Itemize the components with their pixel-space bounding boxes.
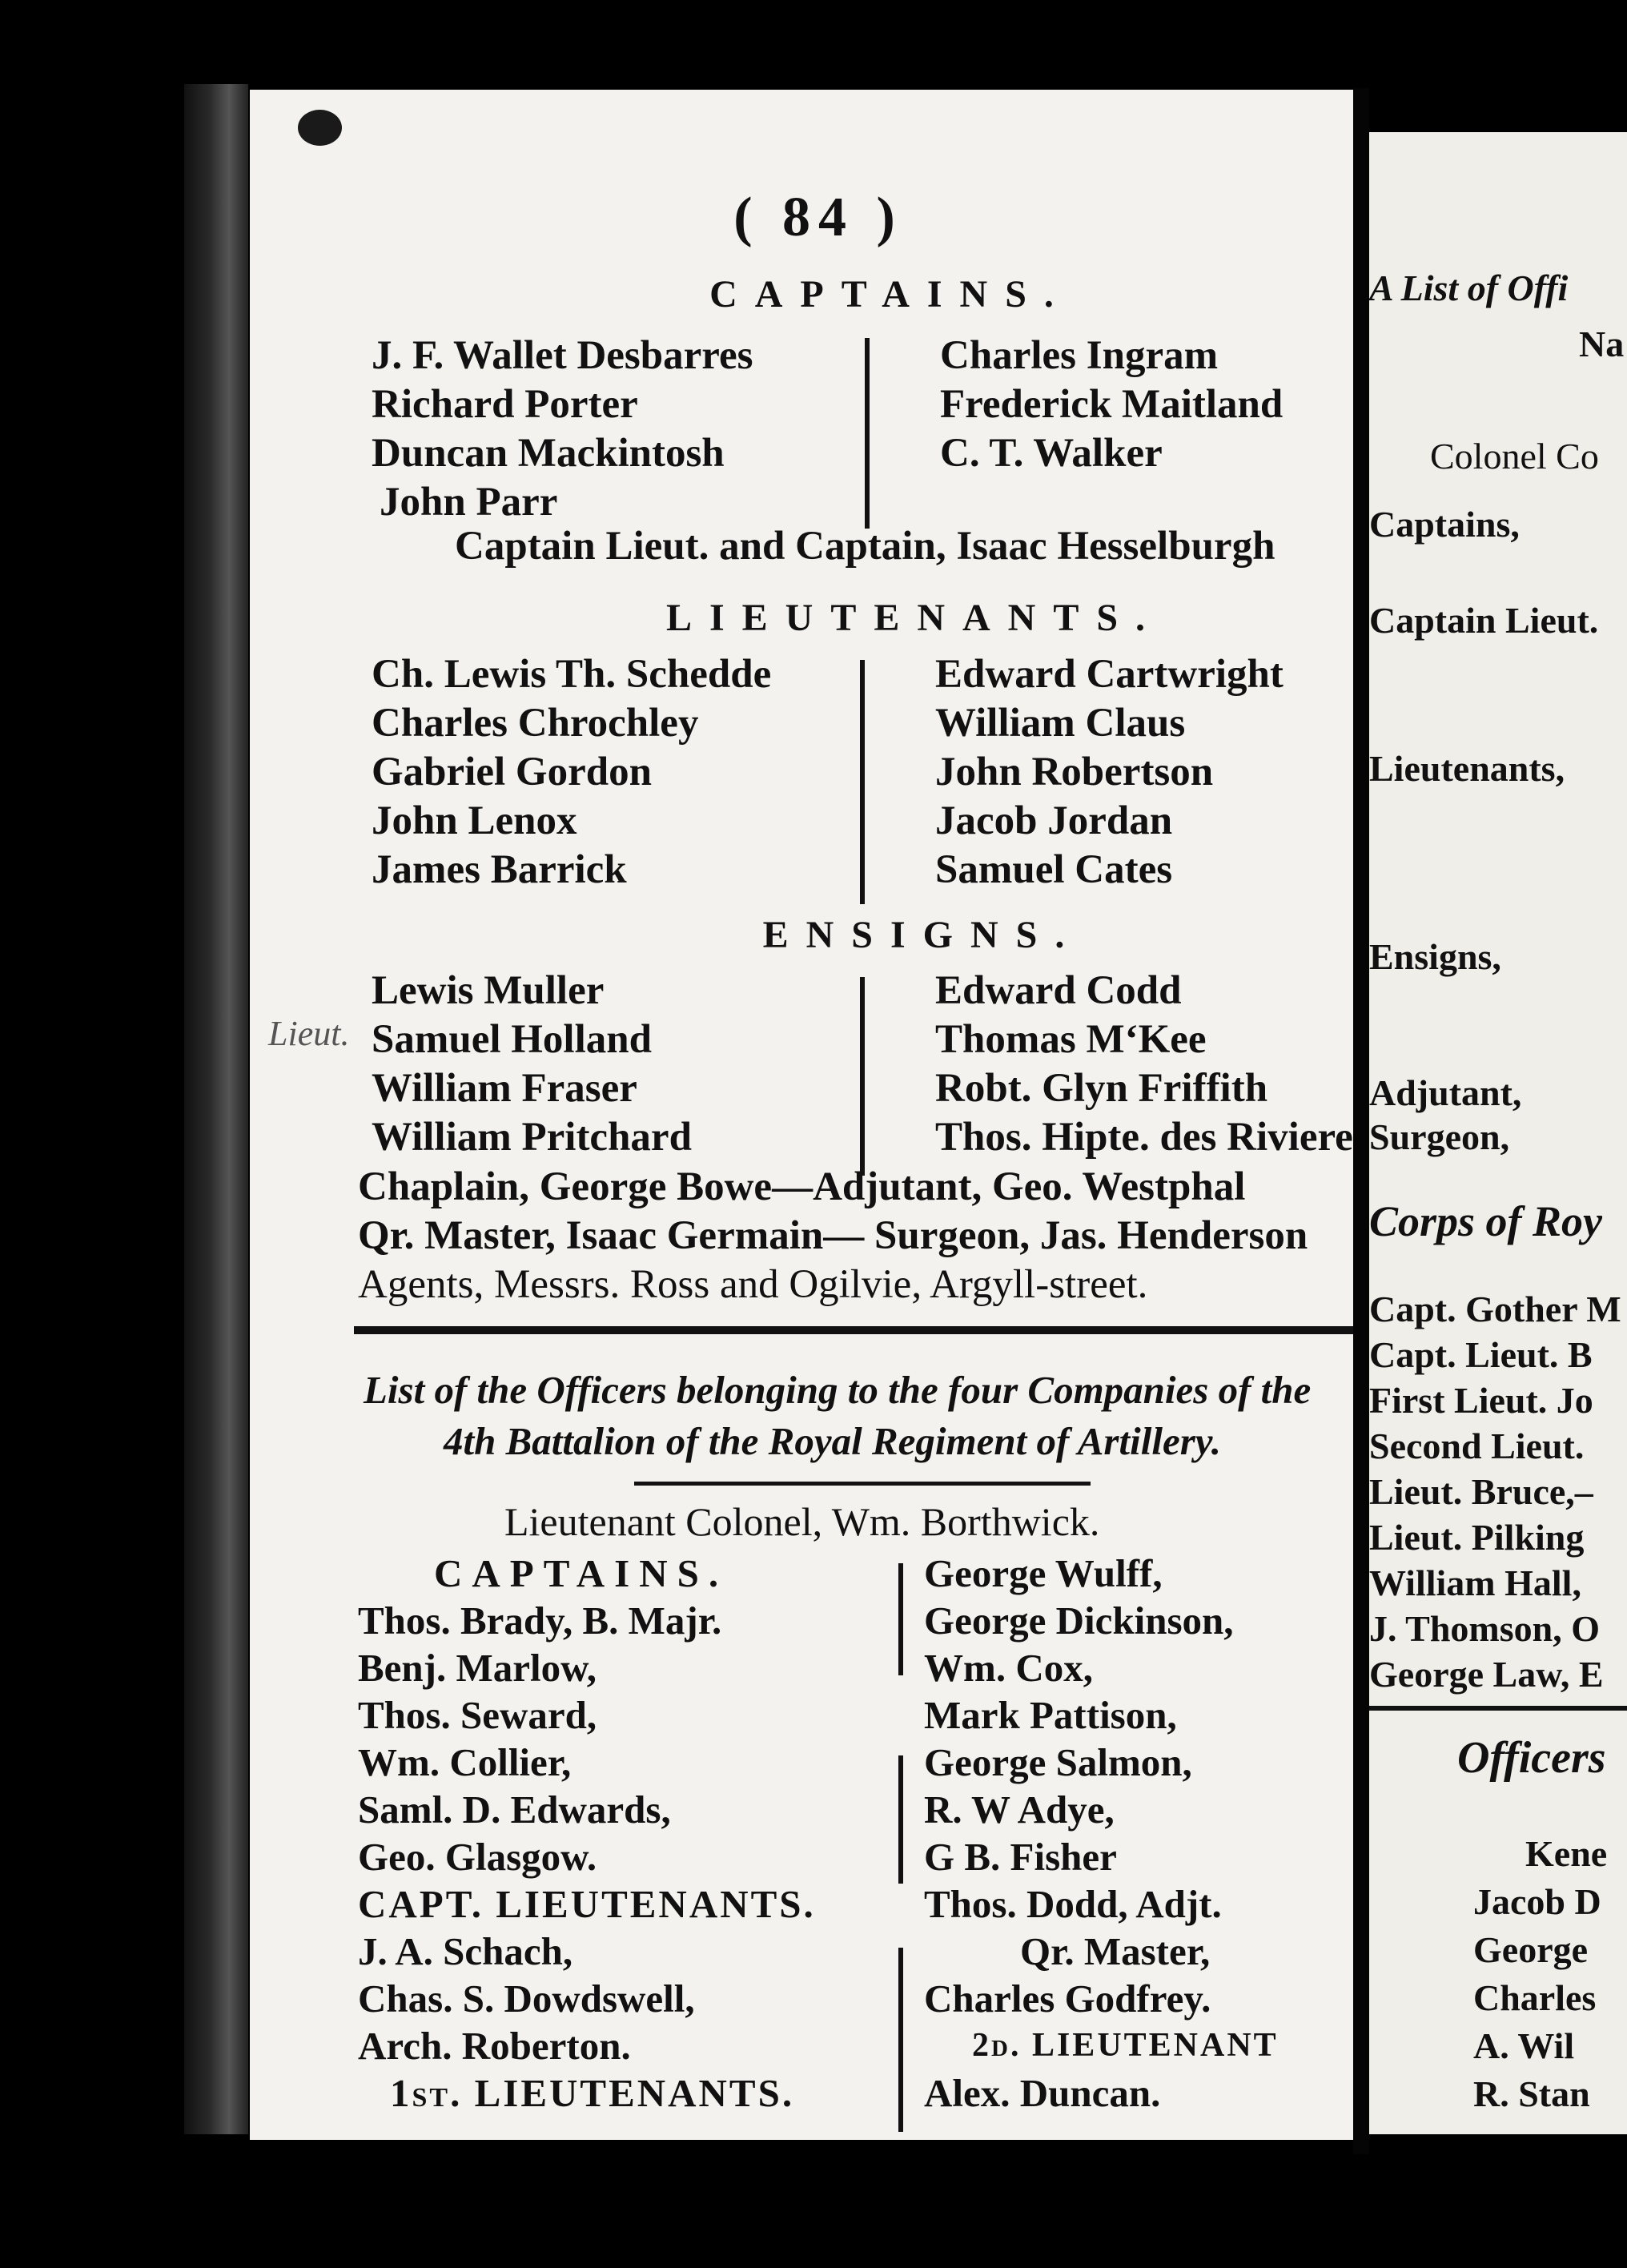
staff-block: [358, 1163, 1308, 1309]
column-divider: [860, 660, 865, 904]
fragment: First Lieut. Jo: [1369, 1380, 1593, 1421]
right-page: [1369, 132, 1627, 2134]
list-item: Thos. Brady, B. Majr.: [358, 1598, 722, 1643]
qr-master-heading: Qr. Master,: [1020, 1929, 1211, 1973]
list-item: Benj. Marlow,: [358, 1646, 597, 1690]
list-item: Samuel Holland: [372, 1017, 653, 1062]
fragment: Captain Lieut.: [1369, 600, 1599, 641]
ink-blot: [298, 110, 342, 146]
fragment: George Law, E: [1369, 1654, 1604, 1695]
list-item: J. F. Wallet Desbarres: [372, 333, 753, 378]
list-item: William Claus: [935, 701, 1186, 746]
list-item: Chas. S. Dowdswell,: [358, 1976, 695, 2021]
fragment: George: [1473, 1929, 1589, 1970]
fragment: Capt. Lieut. B: [1369, 1334, 1593, 1375]
list-item: Wm. Cox,: [924, 1646, 1093, 1690]
column-divider: [898, 1948, 903, 2132]
list-item: Edward Codd: [935, 968, 1182, 1013]
fragment: A List of Offi: [1369, 267, 1569, 308]
list-item: John Robertson: [935, 750, 1214, 794]
list-item: Ch. Lewis Th. Schedde: [372, 652, 772, 697]
list-item: Wm. Collier,: [358, 1740, 572, 1784]
list-item: Thos. Dodd, Adjt.: [924, 1882, 1222, 1926]
fragment: Kene: [1525, 1833, 1608, 1874]
list-item: Mark Pattison,: [924, 1693, 1177, 1737]
fragment: Second Lieut.: [1369, 1426, 1585, 1466]
artillery-left-column: [358, 1550, 816, 2117]
captain-lieut-line: Captain Lieut. and Captain, Isaac Hesselburgh: [455, 524, 1275, 569]
section-rule: [1369, 1706, 1627, 1711]
list-item: Gabriel Gordon: [372, 750, 652, 794]
list-item: C. T. Walker: [940, 431, 1163, 476]
artillery-captains-heading: CAPTAINS.: [434, 1551, 729, 1595]
fragment: Lieut. Pilking: [1369, 1517, 1585, 1558]
fragment: Lieut. Bruce,–: [1369, 1471, 1593, 1512]
list-item: John Lenox: [372, 798, 577, 843]
fragment: Capt. Gother M: [1369, 1289, 1621, 1329]
fragment: Colonel Co: [1430, 436, 1599, 477]
ensigns-heading: ENSIGNS.: [762, 914, 1083, 956]
fragment: William Hall,: [1369, 1562, 1581, 1603]
artillery-title: [364, 1365, 1311, 1467]
ensigns-left-list: [372, 967, 692, 1162]
fragment: Ensigns,: [1369, 936, 1501, 977]
fragment: Charles: [1473, 1977, 1597, 2018]
list-item: Geo. Glasgow.: [358, 1835, 597, 1879]
fragment: Adjutant,: [1369, 1072, 1522, 1113]
fragment: Jacob D: [1473, 1881, 1601, 1922]
fragment: R. Stan: [1473, 2073, 1590, 2114]
artillery-right-column: [924, 1550, 1279, 2117]
list-item: Jacob Jordan: [935, 798, 1173, 843]
list-item: G B. Fisher: [924, 1835, 1117, 1879]
list-item: Saml. D. Edwards,: [358, 1787, 671, 1832]
fragment: Captains,: [1369, 504, 1520, 545]
list-item: Alex. Duncan.: [924, 2071, 1161, 2115]
list-item: Richard Porter: [372, 382, 638, 427]
list-item: Charles Ingram: [940, 333, 1219, 378]
list-item: J. A. Schach,: [358, 1929, 573, 1973]
artillery-title-line: List of the Officers belonging to the four Companies of the: [364, 1368, 1312, 1412]
page-number: ( 84 ): [733, 187, 903, 248]
list-item: Thomas M‘Kee: [935, 1017, 1207, 1062]
list-item: Duncan Mackintosh: [372, 431, 725, 476]
list-item: Thos. Hipte. des Riviere: [935, 1115, 1353, 1160]
fragment: Lieutenants,: [1369, 748, 1565, 789]
fragment: Officers: [1457, 1733, 1606, 1783]
section-rule: [354, 1326, 1353, 1334]
fragment: Surgeon,: [1369, 1116, 1510, 1157]
list-item: John Parr: [380, 480, 558, 525]
list-item: Charles Chrochley: [372, 701, 699, 746]
captains-left-list: [372, 332, 753, 527]
fragment: Na: [1579, 324, 1625, 364]
list-item: Arch. Roberton.: [358, 2024, 631, 2068]
list-item: R. W Adye,: [924, 1787, 1115, 1832]
list-item: Robt. Glyn Friffith: [935, 1066, 1268, 1111]
staff-line: Chaplain, George Bowe—Adjutant, Geo. Westphal: [358, 1164, 1246, 1209]
column-divider: [860, 977, 865, 1176]
second-lieutenant-heading: 2d. LIEUTENANT: [972, 2027, 1279, 2064]
column-divider: [898, 1755, 903, 1884]
list-item: Edward Cartwright: [935, 652, 1284, 697]
captains-right-list: [940, 332, 1283, 478]
ensigns-right-list: [935, 967, 1353, 1162]
column-divider: [865, 338, 870, 529]
list-item: James Barrick: [372, 847, 627, 892]
lieutenants-heading: LIEUTENANTS.: [665, 597, 1163, 639]
lieutenants-right-list: [935, 650, 1284, 895]
left-page: [250, 90, 1353, 2140]
list-item: William Fraser: [372, 1066, 637, 1111]
list-item: Frederick Maitland: [940, 382, 1284, 427]
list-item: Lewis Muller: [372, 968, 605, 1013]
list-item: George Salmon,: [924, 1740, 1192, 1784]
fragment: A. Wil: [1473, 2025, 1575, 2066]
first-lieutenants-heading: 1st. LIEUTENANTS.: [390, 2071, 795, 2115]
list-item: George Dickinson,: [924, 1598, 1234, 1643]
fragment: Corps of Roy: [1369, 1197, 1603, 1245]
staff-line: Qr. Master, Isaac Germain— Surgeon, Jas. Henderson: [358, 1213, 1308, 1258]
capt-lieutenants-heading: CAPT. LIEUTENANTS.: [358, 1882, 816, 1926]
title-underline: [634, 1482, 1091, 1486]
lieutenant-colonel: Lieutenant Colonel, Wm. Borthwick.: [504, 1499, 1100, 1544]
lieutenants-left-list: [372, 650, 771, 895]
staff-line: Agents, Messrs. Ross and Ogilvie, Argyll-street.: [358, 1262, 1148, 1307]
list-item: Charles Godfrey.: [924, 1976, 1211, 2021]
margin-note: Lieut.: [268, 1014, 350, 1053]
captains-heading: CAPTAINS.: [709, 273, 1071, 316]
page-edge: [1353, 88, 1369, 2154]
column-divider: [898, 1563, 903, 1675]
list-item: Thos. Seward,: [358, 1693, 597, 1737]
artillery-title-line: 4th Battalion of the Royal Regiment of Artillery.: [444, 1419, 1221, 1463]
book-gutter: [184, 84, 248, 2134]
list-item: George Wulff,: [924, 1551, 1163, 1595]
list-item: Samuel Cates: [935, 847, 1173, 892]
list-item: William Pritchard: [372, 1115, 692, 1160]
fragment: J. Thomson, O: [1369, 1608, 1601, 1649]
